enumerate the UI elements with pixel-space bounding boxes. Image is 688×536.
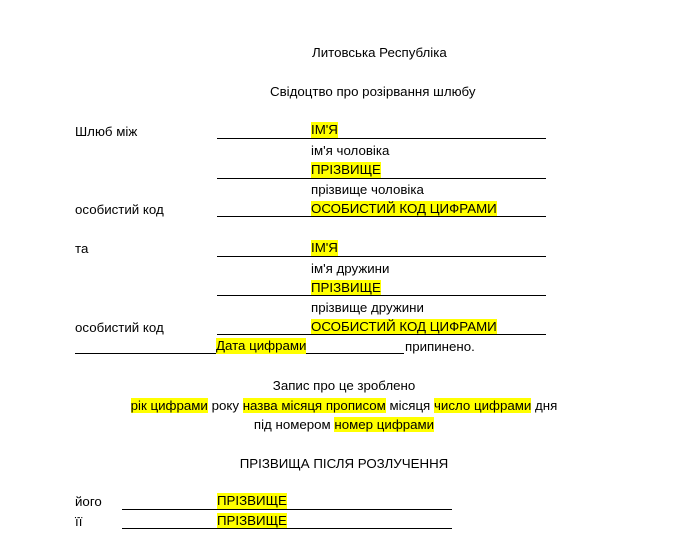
wife-surname-caption: прізвище дружини — [311, 300, 424, 315]
record-number-prefix: під номером — [253, 417, 331, 432]
wife-name-line — [217, 256, 546, 257]
her-surname-line — [122, 528, 452, 529]
husband-surname-caption: прізвище чоловіка — [311, 182, 424, 197]
her-surname-label: її — [75, 514, 83, 529]
date-field[interactable]: Дата цифрами — [216, 338, 307, 353]
wife-surname-field[interactable]: ПРІЗВИЩЕ — [311, 280, 381, 295]
record-year-word: року — [211, 398, 239, 413]
husband-name-field[interactable]: ІМ'Я — [311, 122, 338, 137]
surnames-title-row — [0, 455, 688, 472]
his-surname-line — [122, 509, 452, 510]
terminated-text: припинено. — [405, 339, 475, 354]
record-intro-text: Запис про це зроблено — [272, 378, 416, 393]
record-day-field[interactable]: число цифрами — [433, 398, 532, 413]
his-surname-field[interactable]: ПРІЗВИЩЕ — [217, 493, 287, 508]
wife-code-line — [217, 334, 546, 335]
record-intro — [0, 377, 688, 394]
record-number-field[interactable]: номер цифрами — [334, 417, 435, 432]
his-surname-label: його — [75, 494, 102, 509]
record-date-line — [0, 397, 688, 414]
wife-code-field[interactable]: ОСОБИСТИЙ КОД ЦИФРАМИ — [311, 319, 497, 334]
document-title: Свідоцтво про розірвання шлюбу — [270, 84, 476, 99]
wife-name-caption: ім'я дружини — [311, 261, 390, 276]
record-number-line — [0, 416, 688, 433]
record-month-word: місяця — [389, 398, 431, 413]
record-day-word: дня — [535, 398, 558, 413]
husband-code-label: особистий код — [75, 202, 164, 217]
wife-name-field[interactable]: ІМ'Я — [311, 240, 338, 255]
between-label: Шлюб між — [75, 124, 138, 139]
record-month-field[interactable]: назва місяця прописом — [242, 398, 386, 413]
country-name: Литовська Республіка — [312, 45, 447, 60]
husband-code-line — [217, 216, 546, 217]
husband-name-line — [217, 138, 546, 139]
husband-surname-field[interactable]: ПРІЗВИЩЕ — [311, 162, 381, 177]
husband-code-field[interactable]: ОСОБИСТИЙ КОД ЦИФРАМИ — [311, 201, 497, 216]
husband-name-caption: ім'я чоловіка — [311, 143, 390, 158]
record-year-field[interactable]: рік цифрами — [130, 398, 208, 413]
husband-surname-line — [217, 178, 546, 179]
surnames-title: ПРІЗВИЩА ПІСЛЯ РОЗЛУЧЕННЯ — [239, 456, 449, 471]
wife-code-label: особистий код — [75, 320, 164, 335]
and-label: та — [75, 241, 89, 256]
her-surname-field[interactable]: ПРІЗВИЩЕ — [217, 513, 287, 528]
wife-surname-line — [217, 295, 546, 296]
